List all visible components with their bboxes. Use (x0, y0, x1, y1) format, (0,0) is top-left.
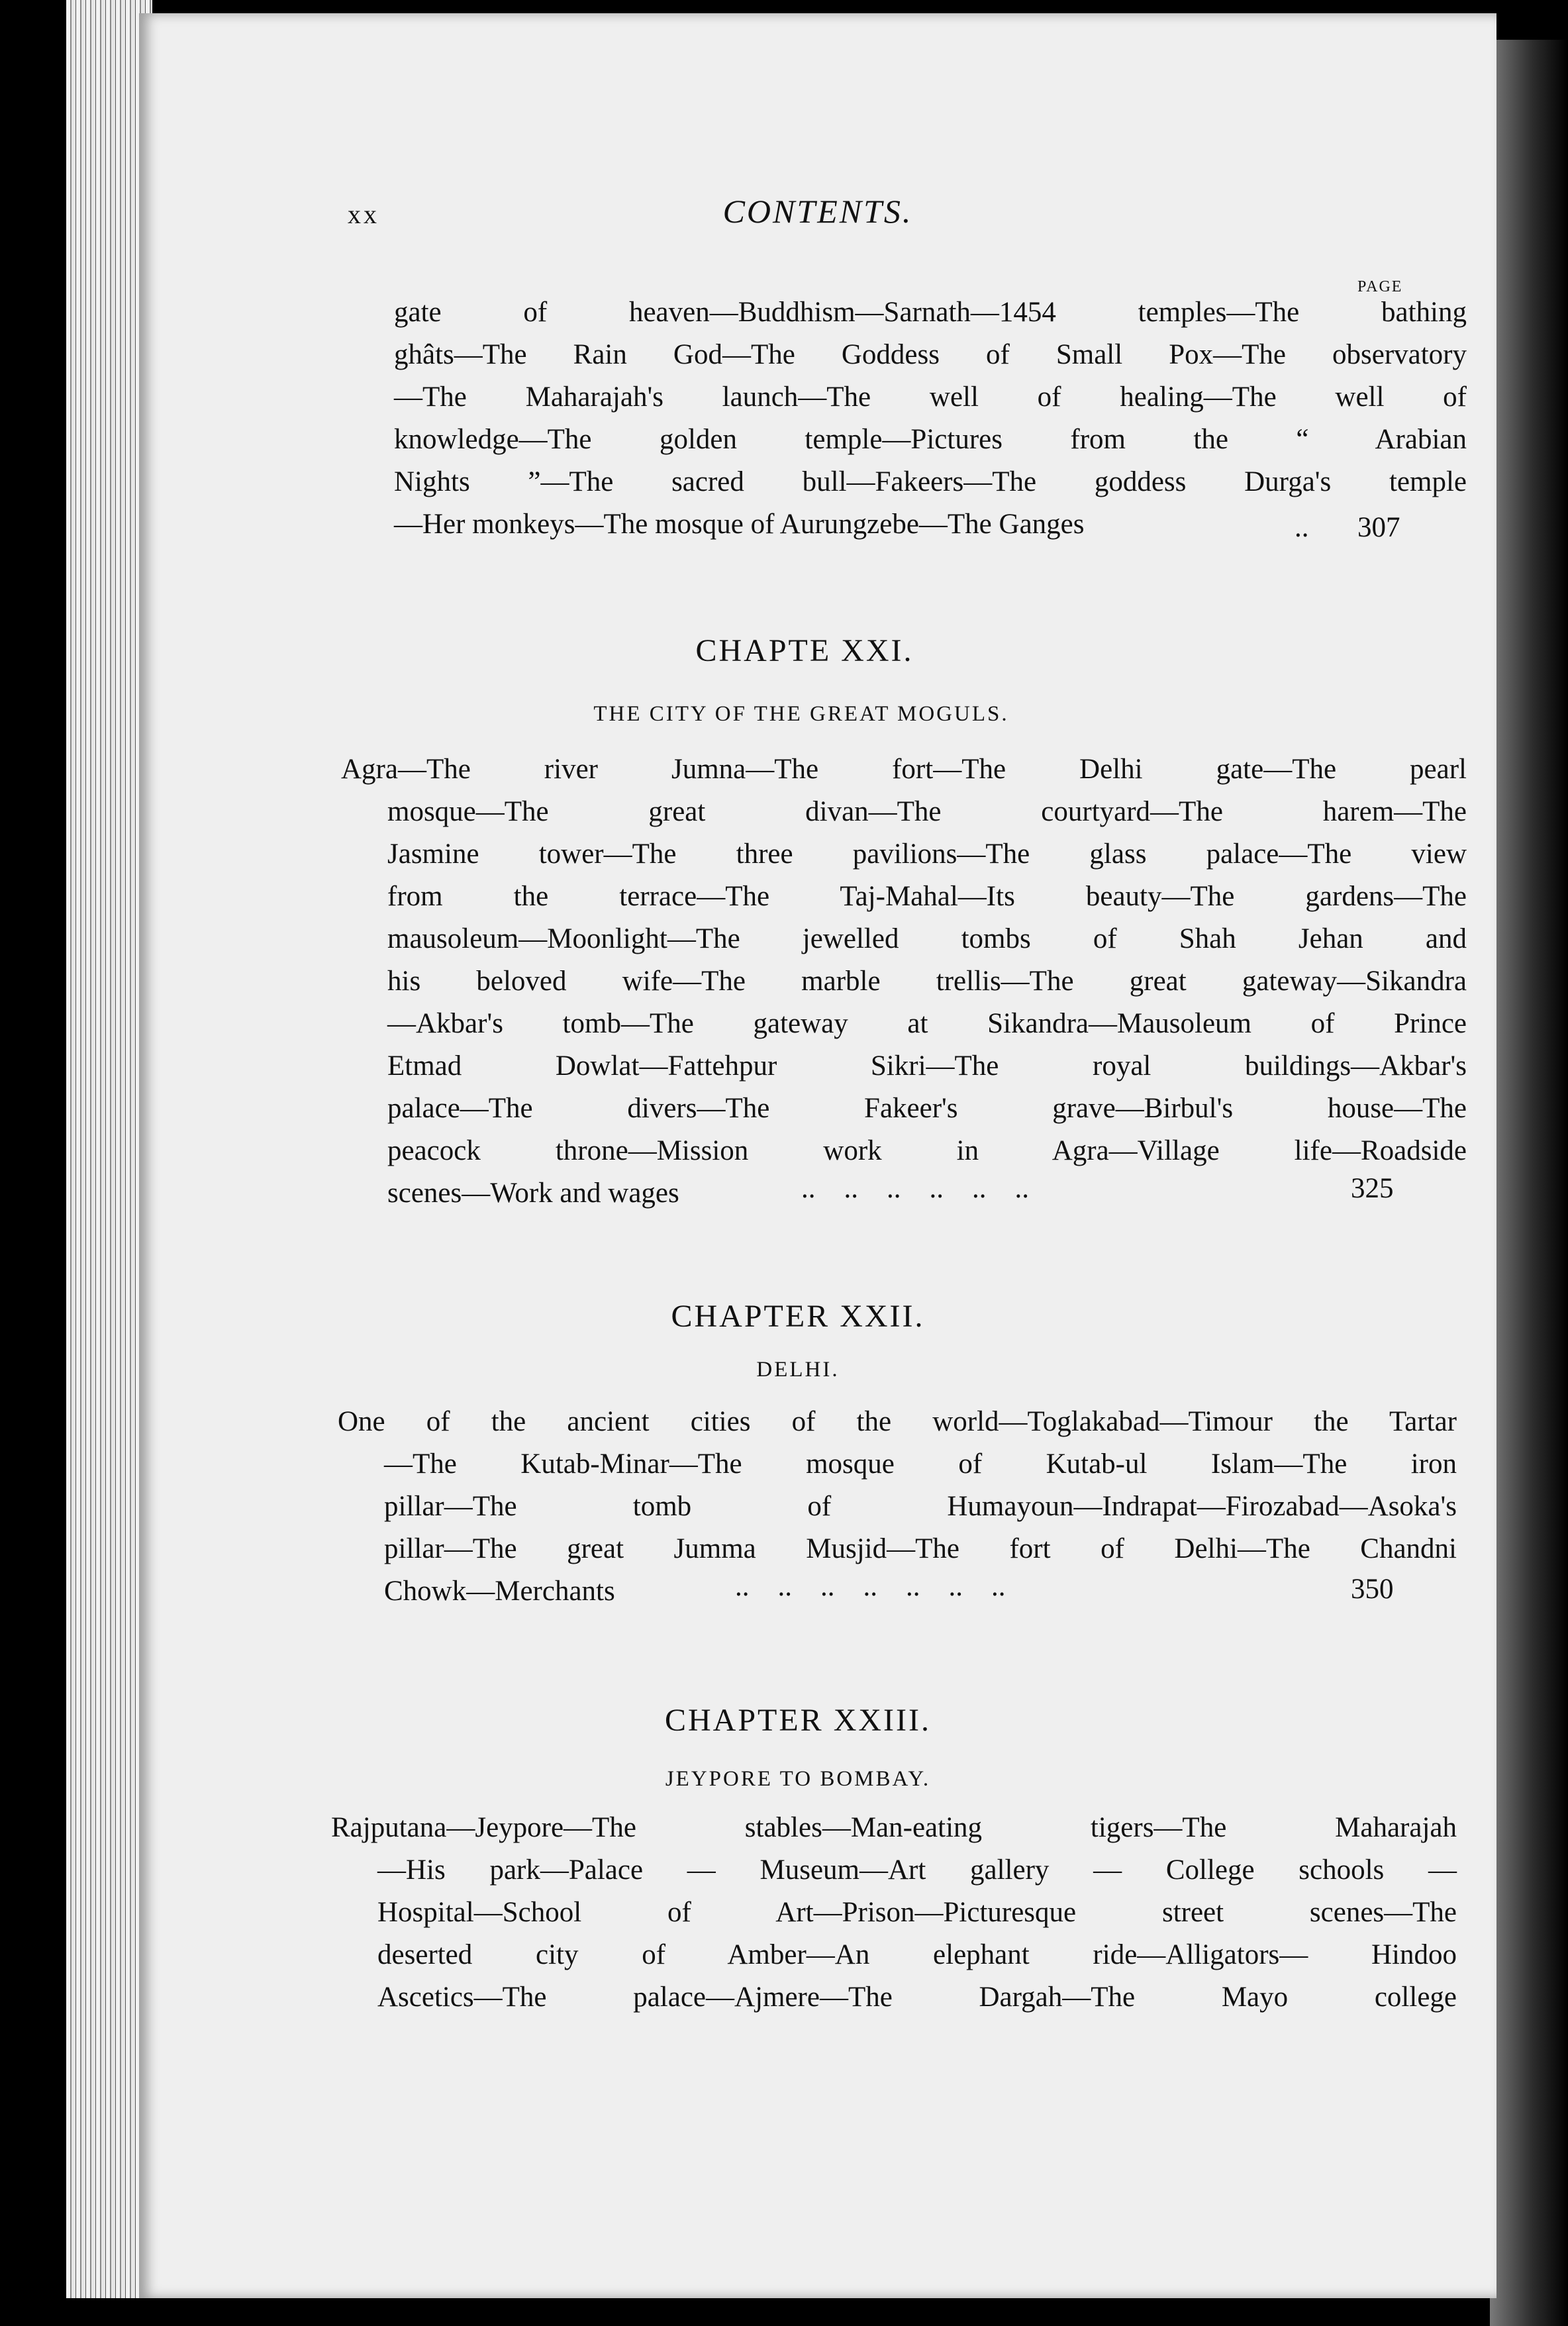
synopsis-line: gate of heaven—Buddhism—Sarnath—1454 temples—The bathing (394, 297, 1467, 328)
synopsis-line: Hospital—School of Art—Prison—Picturesque street scenes—The (377, 1897, 1457, 1928)
dot-leader: .. (1295, 512, 1309, 543)
synopsis-line: Etmad Dowlat—Fattehpur Sikri—The royal buildings—Akbar's (387, 1050, 1467, 1082)
synopsis-line: scenes—Work and wages (387, 1178, 679, 1209)
synopsis-line: Ascetics—The palace—Ajmere—The Dargah—The Mayo college (377, 1982, 1457, 2013)
chapter-xxiii-synopsis (331, 1807, 1457, 2019)
synopsis-line: —The Kutab-Minar—The mosque of Kutab-ul Islam—The iron (384, 1448, 1457, 1480)
chapter-xxi-synopsis (341, 748, 1467, 1215)
synopsis-line: One of the ancient cities of the world—Toglakabad—Timour the Tartar (338, 1406, 1457, 1437)
synopsis-line: Nights ”—The sacred bull—Fakeers—The goddess Durga's temple (394, 466, 1467, 497)
chapter-heading: CHAPTER XXIII. (665, 1703, 931, 1738)
chapter-heading: CHAPTER XXII. (671, 1299, 925, 1334)
synopsis-line: —The Maharajah's launch—The well of healing—The well of (394, 381, 1467, 413)
synopsis-line: Rajputana—Jeypore—The stables—Man-eating tigers—The Maharajah (331, 1812, 1457, 1843)
page-number: 307 (1357, 512, 1400, 543)
synopsis-line: knowledge—The golden temple—Pictures from the “ Arabian (394, 424, 1467, 455)
synopsis-line: from the terrace—The Taj-Mahal—Its beauty—The gardens—The (387, 881, 1467, 912)
synopsis-line: deserted city of Amber—An elephant ride—Alligators— Hindoo (377, 1939, 1457, 1970)
synopsis-line: palace—The divers—The Fakeer's grave—Birbul's house—The (387, 1093, 1467, 1124)
chapter-subtitle: THE CITY OF THE GREAT MOGULS. (593, 702, 1009, 726)
page-number: 350 (1351, 1574, 1394, 1605)
running-title: CONTENTS. (722, 193, 913, 230)
synopsis-line: ghâts—The Rain God—The Goddess of Small Pox—The observatory (394, 339, 1467, 370)
page-header (139, 192, 1496, 238)
page-number: 325 (1351, 1173, 1394, 1204)
chapter-subtitle: JEYPORE TO BOMBAY. (665, 1767, 931, 1791)
dot-leader: .. .. .. .. .. .. (801, 1173, 1029, 1204)
synopsis-line: —Akbar's tomb—The gateway at Sikandra—Mausoleum of Prince (387, 1008, 1467, 1039)
folio-number: xx (348, 199, 379, 229)
synopsis-line: mosque—The great divan—The courtyard—The harem—The (387, 796, 1467, 827)
synopsis-line: peacock throne—Mission work in Agra—Village life—Roadside (387, 1135, 1467, 1166)
page-column-label: PAGE (1357, 278, 1403, 295)
chapter-xx-synopsis (394, 291, 1467, 546)
dot-leader: .. .. .. .. .. .. .. (735, 1571, 1006, 1602)
chapter-heading: CHAPTE XXI. (695, 633, 914, 668)
synopsis-line: —His park—Palace — Museum—Art gallery — College schools — (377, 1854, 1457, 1886)
synopsis-line: —Her monkeys—The mosque of Aurungzebe—The Ganges (394, 509, 1085, 540)
synopsis-line: his beloved wife—The marble trellis—The great gateway—Sikandra (387, 966, 1467, 997)
synopsis-line: Jasmine tower—The three pavilions—The glass palace—The view (387, 838, 1467, 870)
contents-page (139, 13, 1496, 2298)
chapter-subtitle: DELHI. (756, 1358, 840, 1382)
binding-shadow (1490, 40, 1568, 2326)
synopsis-line: Agra—The river Jumna—The fort—The Delhi gate—The pearl (341, 754, 1467, 785)
synopsis-line: pillar—The tomb of Humayoun—Indrapat—Firozabad—Asoka's (384, 1491, 1457, 1522)
synopsis-line: Chowk—Merchants (384, 1576, 615, 1607)
synopsis-line: mausoleum—Moonlight—The jewelled tombs of Shah Jehan and (387, 923, 1467, 954)
synopsis-line: pillar—The great Jumma Musjid—The fort of Delhi—The Chandni (384, 1533, 1457, 1564)
